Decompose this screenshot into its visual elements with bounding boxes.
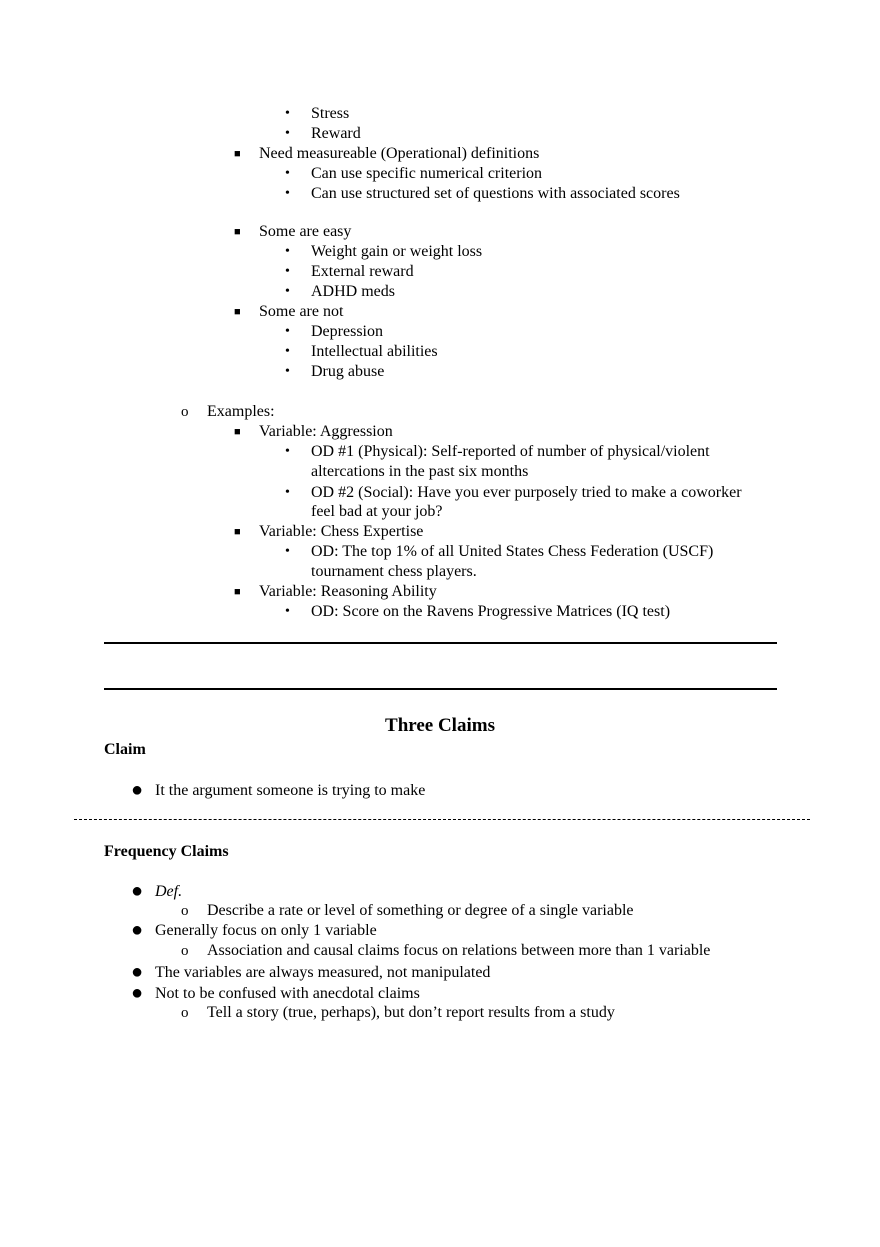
bullet-marker: • — [285, 324, 290, 339]
outline-item: Reward — [311, 125, 361, 142]
horizontal-rule — [104, 642, 777, 644]
outline-item: Variable: Aggression — [259, 423, 393, 440]
outline-item: Some are easy — [259, 223, 352, 240]
outline-item: ADHD meds — [311, 283, 395, 300]
square-marker: ■ — [234, 226, 241, 238]
outline-item: OD: Score on the Ravens Progressive Matrices (IQ test) — [311, 603, 671, 620]
bullet-marker: • — [285, 106, 290, 121]
horizontal-rule — [104, 688, 777, 690]
bullet-marker: • — [285, 186, 290, 201]
circle-marker: o — [181, 943, 189, 959]
square-marker: ■ — [234, 526, 241, 538]
outline-item: Can use structured set of questions with associated scores — [311, 185, 680, 202]
square-marker: ■ — [234, 148, 241, 160]
dashed-divider — [74, 819, 810, 820]
bullet-marker: • — [285, 485, 290, 500]
outline-item: Variable: Reasoning Ability — [259, 583, 437, 600]
circle-marker: o — [181, 903, 189, 919]
frequency-item: The variables are always measured, not manipulated — [155, 964, 491, 981]
dot-marker: ● — [131, 880, 144, 902]
outline-item: Weight gain or weight loss — [311, 243, 483, 260]
claim-heading: Claim — [104, 741, 146, 758]
bullet-marker: • — [285, 544, 290, 559]
frequency-heading: Frequency Claims — [104, 843, 229, 860]
dot-marker: ● — [131, 919, 144, 941]
section-title: Three Claims — [385, 715, 495, 736]
outline-item: Depression — [311, 323, 383, 340]
outline-item-continuation: tournament chess players. — [311, 563, 477, 580]
definition-label: Def. — [155, 883, 183, 900]
square-marker: ■ — [234, 426, 241, 438]
bullet-marker: • — [285, 166, 290, 181]
outline-item-continuation: altercations in the past six months — [311, 463, 529, 480]
outline-item: OD: The top 1% of all United States Chess Federation (USCF) — [311, 543, 714, 560]
outline-item: OD #2 (Social): Have you ever purposely tried to make a coworker — [311, 484, 742, 501]
frequency-subitem: Tell a story (true, perhaps), but don’t report results from a study — [207, 1004, 615, 1021]
outline-item: Need measureable (Operational) definitions — [259, 145, 540, 162]
bullet-marker: • — [285, 244, 290, 259]
dot-marker: ● — [131, 779, 144, 801]
outline-item: Drug abuse — [311, 363, 385, 380]
square-marker: ■ — [234, 586, 241, 598]
bullet-marker: • — [285, 364, 290, 379]
frequency-item: Not to be confused with anecdotal claims — [155, 985, 420, 1002]
frequency-item: Generally focus on only 1 variable — [155, 922, 377, 939]
bullet-marker: • — [285, 264, 290, 279]
square-marker: ■ — [234, 306, 241, 318]
outline-item: Examples: — [207, 403, 275, 420]
circle-marker: o — [181, 404, 189, 420]
circle-marker: o — [181, 1005, 189, 1021]
bullet-marker: • — [285, 284, 290, 299]
outline-item: Variable: Chess Expertise — [259, 523, 424, 540]
outline-item: Can use specific numerical criterion — [311, 165, 543, 182]
bullet-marker: • — [285, 604, 290, 619]
claim-definition: It the argument someone is trying to make — [155, 782, 426, 799]
dot-marker: ● — [131, 961, 144, 983]
outline-item: Some are not — [259, 303, 344, 320]
definition-text: Describe a rate or level of something or degree of a single variable — [207, 902, 634, 919]
frequency-subitem: Association and causal claims focus on relations between more than 1 variable — [207, 942, 711, 959]
outline-item: Intellectual abilities — [311, 343, 438, 360]
dot-marker: ● — [131, 982, 144, 1004]
outline-item-continuation: feel bad at your job? — [311, 503, 443, 520]
bullet-marker: • — [285, 126, 290, 141]
outline-item: OD #1 (Physical): Self-reported of number of physical/violent — [311, 443, 710, 460]
bullet-marker: • — [285, 444, 290, 459]
bullet-marker: • — [285, 344, 290, 359]
outline-item: Stress — [311, 105, 350, 122]
outline-item: External reward — [311, 263, 414, 280]
